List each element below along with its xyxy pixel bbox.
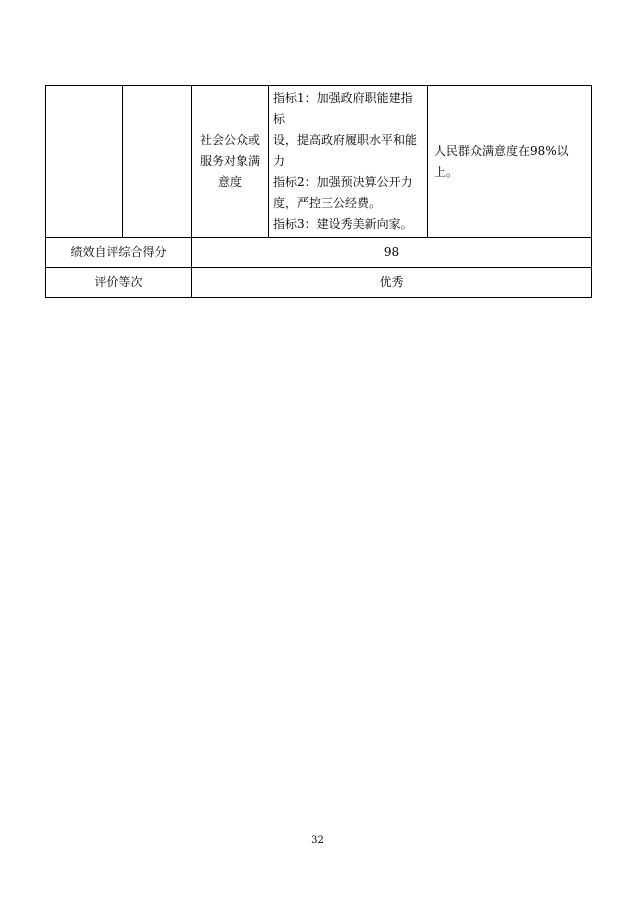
level1-indicator-cell — [46, 86, 123, 238]
indicator-detail-line: 设，提高政府履职水平和能 — [273, 133, 418, 147]
score-value-cell: 98 — [192, 238, 592, 268]
table-row — [46, 86, 592, 238]
level2-indicator-cell — [123, 86, 192, 238]
indicator-name-line: 服务对象满 — [199, 154, 260, 168]
table-row — [46, 268, 592, 298]
indicator-detail-line: 度，严控三公经费。 — [273, 196, 382, 210]
grade-value-cell: 优秀 — [192, 268, 592, 298]
level3-indicator-cell — [192, 86, 269, 238]
grade-label-cell: 评价等次 — [46, 268, 192, 298]
indicator-detail-line: 力 — [273, 154, 286, 168]
score-label-cell: 绩效自评综合得分 — [46, 238, 192, 268]
performance-table — [45, 85, 592, 298]
target-value-cell: 人民群众满意度在98%以上。 — [428, 86, 592, 238]
table-row — [46, 238, 592, 268]
indicator-detail-cell — [269, 86, 428, 238]
page-number: 32 — [311, 835, 324, 846]
indicator-detail-line: 指标3：建设秀美新向家。 — [273, 217, 413, 231]
indicator-detail-line: 指标2：加强预决算公开力 — [273, 175, 413, 189]
indicator-name-line: 意度 — [217, 175, 242, 189]
indicator-detail-line: 指标1：加强政府职能建指标 — [273, 91, 413, 126]
indicator-name-line: 社会公众或 — [199, 133, 260, 147]
